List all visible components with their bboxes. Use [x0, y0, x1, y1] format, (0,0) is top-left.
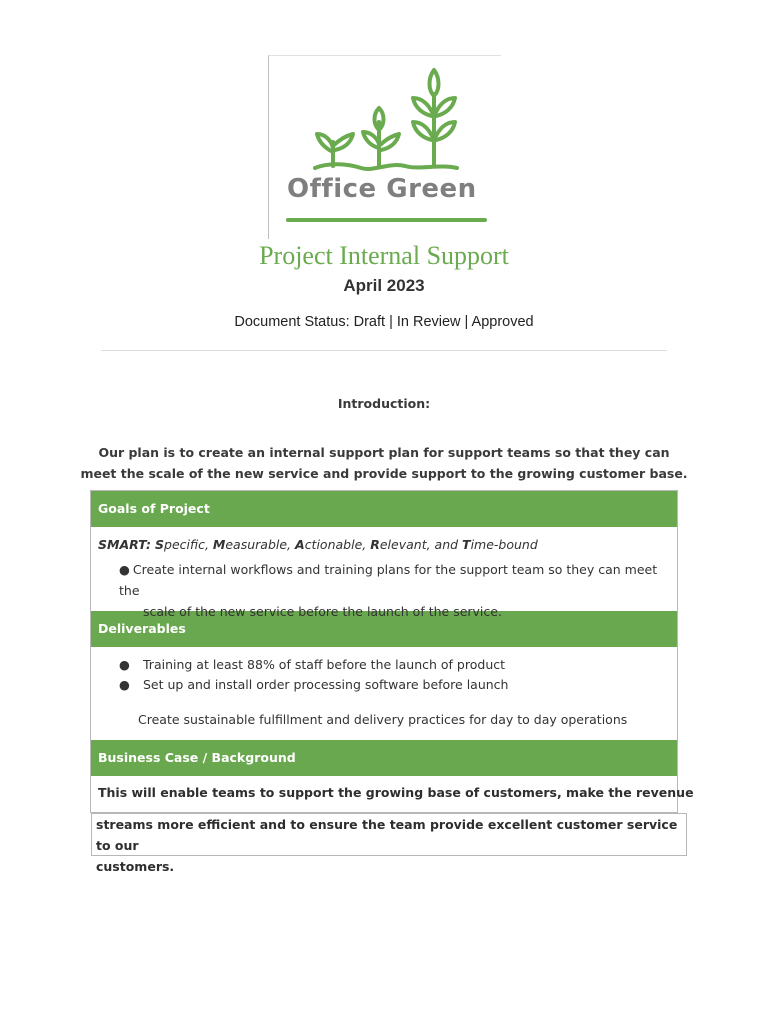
goals-body — [91, 527, 677, 619]
goal-line-1: Create internal workflows and training plans for the support team so they can meet the — [119, 562, 658, 598]
smart-label: SMART: — [98, 537, 152, 552]
business-case-text: This will enable teams to support the growing base of customers, make the revenue — [98, 785, 694, 800]
deliverables-header: Deliverables — [91, 611, 677, 647]
logo — [268, 55, 501, 239]
deliverable-extra: Create sustainable fulfillment and delivery practices for day to day operations — [138, 712, 628, 727]
smart-part: Actionable, — [295, 537, 371, 552]
goal-line-2: scale of the new service before the launch of the service. — [143, 604, 502, 619]
logo-underline — [286, 218, 487, 222]
divider — [101, 350, 667, 351]
document-title: Project Internal Support — [259, 241, 509, 270]
smart-part: Relevant, and — [370, 537, 463, 552]
business-case-line-3: customers. — [96, 859, 175, 874]
deliverables-list — [119, 655, 508, 695]
list-item: ● Set up and install order processing software before launch — [119, 675, 508, 695]
business-case-header: Business Case / Background — [91, 740, 677, 776]
logo-wordmark: Office Green — [287, 174, 477, 204]
introduction-text: Our plan is to create an internal support plan for support teams so that they can meet the scale of the new service and provide support to the growing customer base. — [80, 445, 688, 481]
sprouting-plants-icon — [269, 56, 501, 239]
business-case-continued — [91, 813, 687, 874]
goals-header: Goals of Project — [91, 491, 677, 527]
bullet-icon: ● — [119, 562, 130, 577]
smart-line — [98, 537, 538, 552]
smart-part: Time-bound — [462, 537, 538, 552]
business-case-line-2: streams more efficient and to ensure the team provide excellent customer service to our — [96, 817, 678, 853]
smart-part: Measurable, — [212, 537, 295, 552]
list-item: ● Training at least 88% of staff before the launch of product — [119, 655, 508, 675]
document-date: April 2023 — [343, 276, 425, 295]
project-table — [90, 490, 694, 813]
smart-part: Specific, — [155, 537, 213, 552]
bullet-icon: ● — [119, 677, 130, 692]
bullet-icon: ● — [119, 657, 130, 672]
introduction-heading: Introduction: — [337, 396, 431, 411]
deliverables-body — [91, 647, 677, 740]
goal-list-item — [119, 559, 669, 622]
document-status: Document Status: Draft | In Review | Approved — [234, 314, 534, 330]
